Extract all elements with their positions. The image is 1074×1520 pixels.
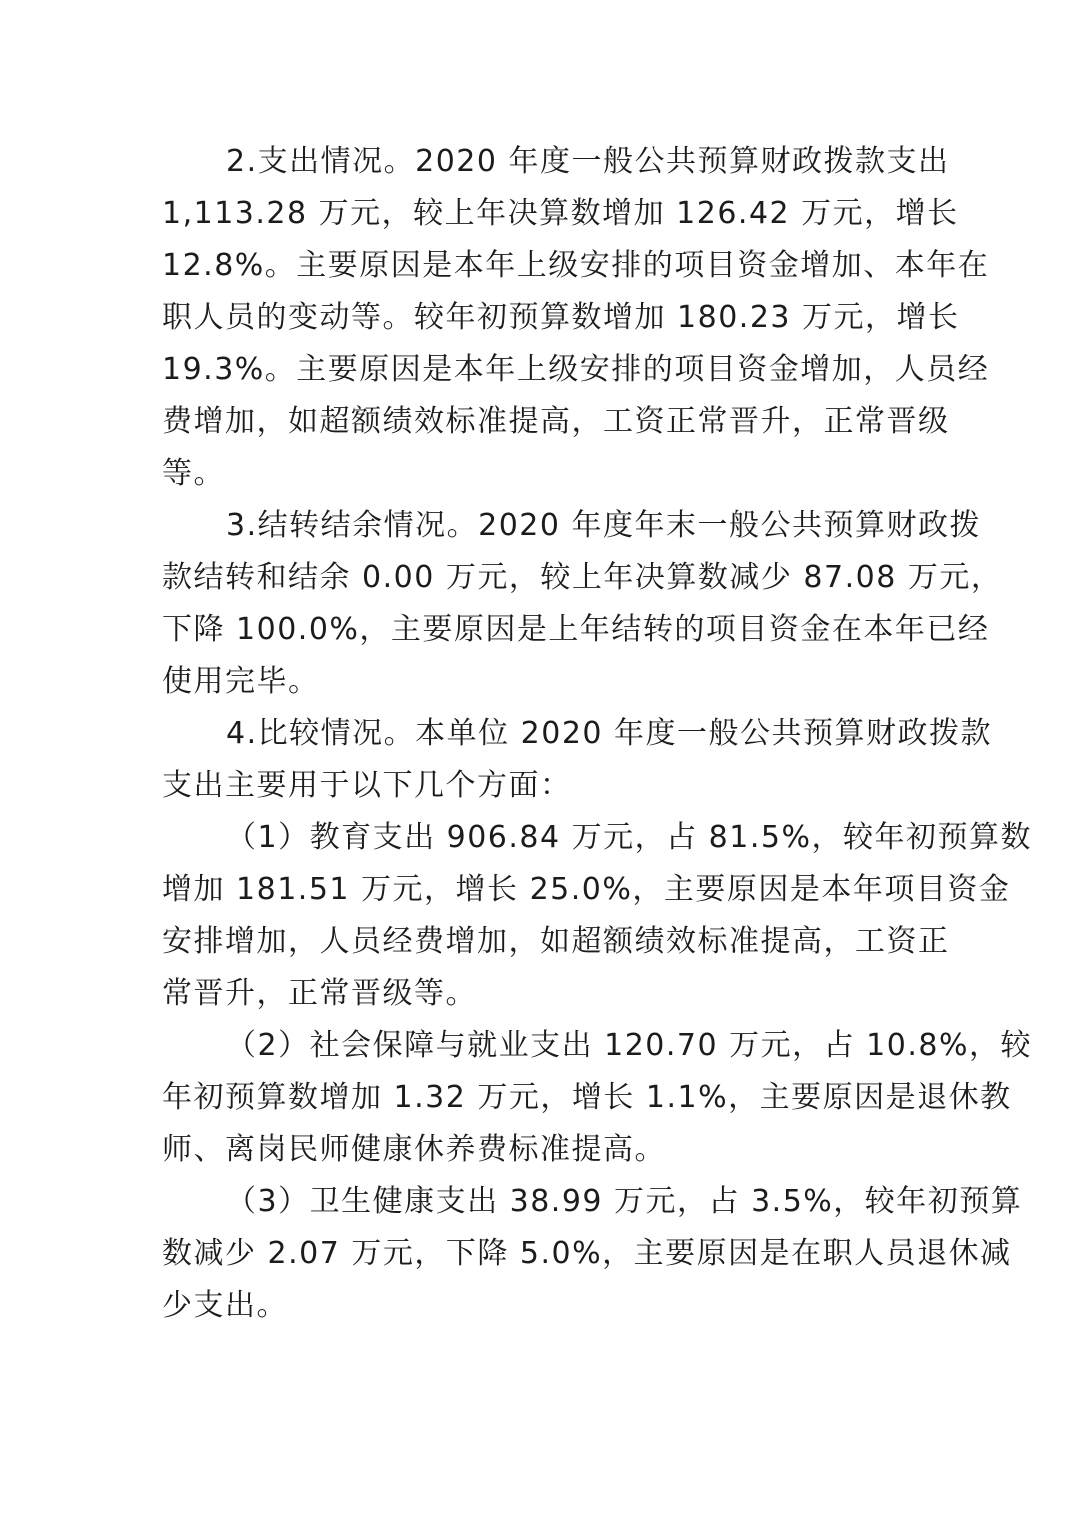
- text-line: 款结转和结余 0.00 万元，较上年决算数减少 87.08 万元，: [162, 560, 1003, 595]
- text-line: 19.3%。主要原因是本年上级安排的项目资金增加，人员经: [162, 352, 990, 387]
- text-line: 4.比较情况。本单位 2020 年度一般公共预算财政拨款: [226, 716, 993, 751]
- text-line: 下降 100.0%，主要原因是上年结转的项目资金在本年已经: [162, 612, 990, 647]
- text-line: 12.8%。主要原因是本年上级安排的项目资金增加、本年在: [162, 248, 990, 283]
- text-line: （1）教育支出 906.84 万元，占 81.5%，较年初预算数: [226, 820, 1032, 855]
- text-line: 3.结转结余情况。2020 年度年末一般公共预算财政拨: [226, 508, 982, 543]
- text-line: 常晋升，正常晋级等。: [162, 976, 477, 1011]
- text-line: 1,113.28 万元，较上年决算数增加 126.42 万元，增长: [162, 196, 959, 231]
- text-line: （3）卫生健康支出 38.99 万元，占 3.5%，较年初预算: [226, 1184, 1023, 1219]
- text-line: 安排增加，人员经费增加，如超额绩效标准提高，工资正: [162, 924, 950, 959]
- text-line: 职人员的变动等。较年初预算数增加 180.23 万元，增长: [162, 300, 960, 335]
- text-line: 支出主要用于以下几个方面：: [162, 768, 572, 803]
- text-line: 使用完毕。: [162, 664, 320, 699]
- text-line: 增加 181.51 万元，增长 25.0%，主要原因是本年项目资金: [162, 872, 1011, 907]
- text-line: 少支出。: [162, 1288, 288, 1323]
- text-line: 费增加，如超额绩效标准提高，工资正常晋升，正常晋级: [162, 404, 950, 439]
- text-line: 等。: [162, 456, 225, 491]
- text-line: 2.支出情况。2020 年度一般公共预算财政拨款支出: [226, 144, 950, 179]
- text-line: （2）社会保障与就业支出 120.70 万元，占 10.8%，较: [226, 1028, 1032, 1063]
- text-line: 数减少 2.07 万元，下降 5.0%，主要原因是在职人员退休减: [162, 1236, 1012, 1271]
- text-line: 年初预算数增加 1.32 万元，增长 1.1%，主要原因是退休教: [162, 1080, 1012, 1115]
- text-line: 师、离岗民师健康休养费标准提高。: [162, 1132, 666, 1167]
